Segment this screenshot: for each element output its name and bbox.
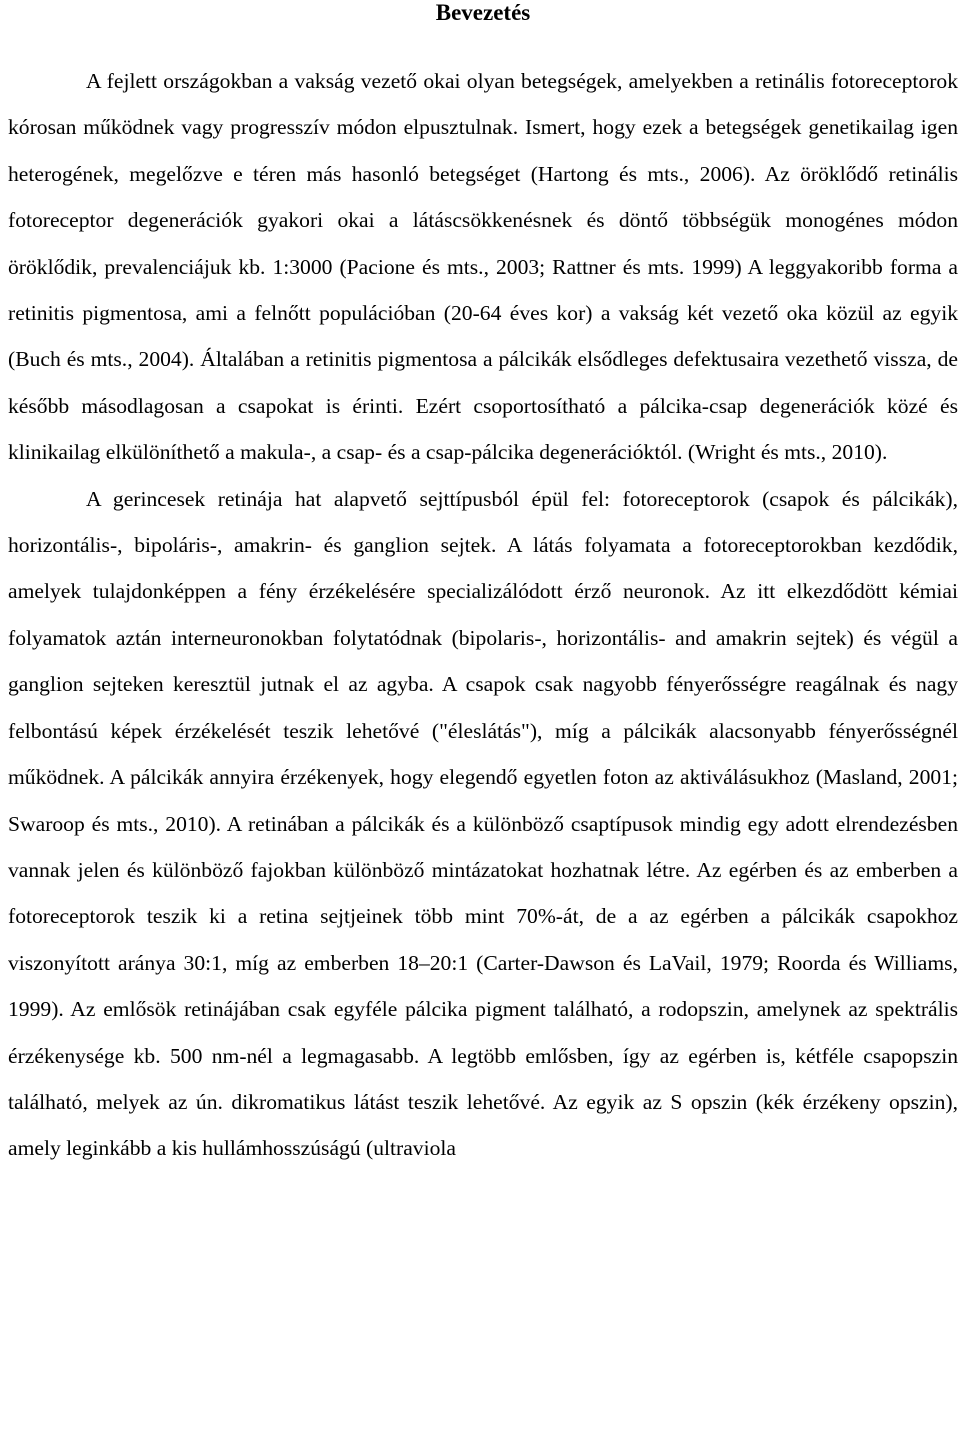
- paragraph-1: A fejlett országokban a vakság vezető okai olyan betegségek, amelyekben a retinális fotoreceptorok kórosan működnek vagy progresszív módon elpusztulnak. Ismert, hogy ezek a betegségek genetikailag igen heterogének, megelőzve e téren más hasonló betegséget (Hartong és mts., 2006). Az öröklődő retinális fotoreceptor degenerációk gyakori okai a látáscsökkenésnek és döntő többségük monogénes módon öröklődik, prevalenciájuk kb. 1:3000 (Pacione és mts., 2003; Rattner és mts. 1999) A leggyakoribb forma a retinitis pigmentosa, ami a felnőtt populációban (20-64 éves kor) a vakság két vezető oka közül az egyik (Buch és mts., 2004). Általában a retinitis pigmentosa a pálcikák elsődleges defektusaira vezethető vissza, de később másodlagosan a csapokat is érinti. Ezért csoportosítható a pálcika-csap degenerációk közé és klinikailag elkülöníthető a makula-, a csap- és a csap-pálcika degenerációktól. (Wright és mts., 2010).: [8, 69, 958, 465]
- section-title: Bevezetés: [435, 0, 531, 25]
- paragraph-2: A gerincesek retinája hat alapvető sejttípusból épül fel: fotoreceptorok (csapok és pálcikák), horizontális-, bipoláris-, amakrin- és ganglion sejtek. A látás folyamata a fotoreceptorokban kezdődik, amelyek tulajdonképpen a fény érzékelésére specializálódott érző neuronok. Az itt elkezdődött kémiai folyamatok aztán interneuronokban folytatódnak (bipolaris-, horizontális- and amakrin sejtek) és végül a ganglion sejteken keresztül jutnak el az agyba. A csapok csak nagyobb fényerősségre reagálnak és nagy felbontású képek érzékelését teszik lehetővé ("éleslátás"), míg a pálcikák alacsonyabb fényerősségnél működnek. A pálcikák annyira érzékenyek, hogy elegendő egyetlen foton az aktiválásukhoz (Masland, 2001; Swaroop és mts., 2010). A retinában a pálcikák és a különböző csaptípusok mindig egy adott elrendezésben vannak jelen és különböző fajokban különböző mintázatokat hozhatnak létre. Az egérben és az emberben a fotoreceptorok teszik ki a retina sejtjeinek több mint 70%-át, de a az egérben a pálcikák csapokhoz viszonyított aránya 30:1, míg az emberben 18–20:1 (Carter-Dawson és LaVail, 1979; Roorda és Williams, 1999). Az emlősök retinájában csak egyféle pálcika pigment található, a rodopszin, amelynek az spektrális érzékenysége kb. 500 nm-nél a legmagasabb. A legtöbb emlősben, így az egérben is, kétféle csapopszin található, melyek az ún. dikromatikus látást teszik lehetővé. Az egyik az S opszin (kék érzékeny opszin), amely leginkább a kis hullámhosszúságú (ultraviola: [8, 486, 958, 1161]
